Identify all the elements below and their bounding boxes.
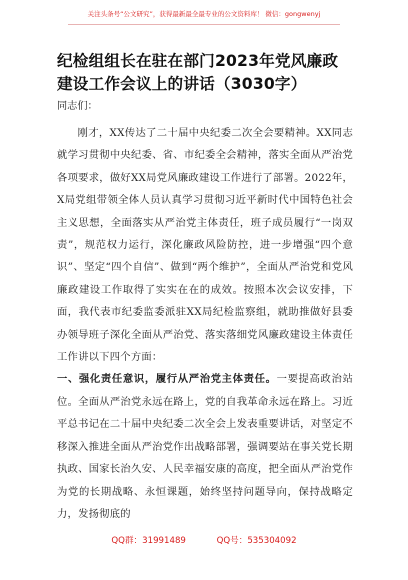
- document-title: 纪检组组长在驻在部门2023年党风廉政建设工作会议上的讲话（3030字）: [57, 52, 339, 93]
- section-1-text: 一要提高政治站位。全面从严治党永远在路上，党的自我革命永远在路上。习近平总书记在二十届中央纪委二次全会上发表重要讲话，对坚定不移深入推进全面从严治党作出战略部署，强调要站在事关党长期执政、国家长治久安、人民幸福安康的高度，把全面从严治党作为党的长期战略、永恒课题，始终坚持问题导向，保持战略定力，发扬彻底的: [57, 373, 354, 520]
- footer-qq-group: QQ群：31991489: [111, 536, 186, 546]
- document-body: [57, 122, 353, 525]
- header-banner: 关注头条号“公文研究”，获得最新最全最专业的公文资料库！ 微信：gongwenyj: [87, 10, 321, 18]
- salutation: 同志们：: [57, 101, 98, 112]
- footer-contact: [0, 534, 408, 548]
- paragraph-1: 刚才，XX传达了二十届中央纪委二次全会要精神。XX同志就学习贯彻中央纪委、省、市纪委全会精神，落实全面从严治党各项要求，做好XX局党风廉政建设工作进行了部署。2022年，X局党组带领全体人员认真学习贯彻习近平新时代中国特色社会主义思想，全面落实从严治党主体责任，班子成员履行“一岗双责”，规范权力运行，深化廉政风险防控，进一步增强“四个意识”、坚定“四个自信”、做到“两个维护”，全面从严治党和党风廉政建设工作取得了实实在在的成效。按照本次会议安排，下面，我代表市纪委监委派驻XX局纪检监察组，就助推做好县委办领导班子深化全面从严治党、落实落细党风廉政建设主体责任工作讲以下四个方面：: [57, 127, 353, 364]
- header-divider: [68, 24, 340, 25]
- section-1-heading: 一、强化责任意识，履行从严治党主体责任。: [57, 373, 277, 386]
- footer-qq-number: QQ号：535304092: [216, 536, 297, 546]
